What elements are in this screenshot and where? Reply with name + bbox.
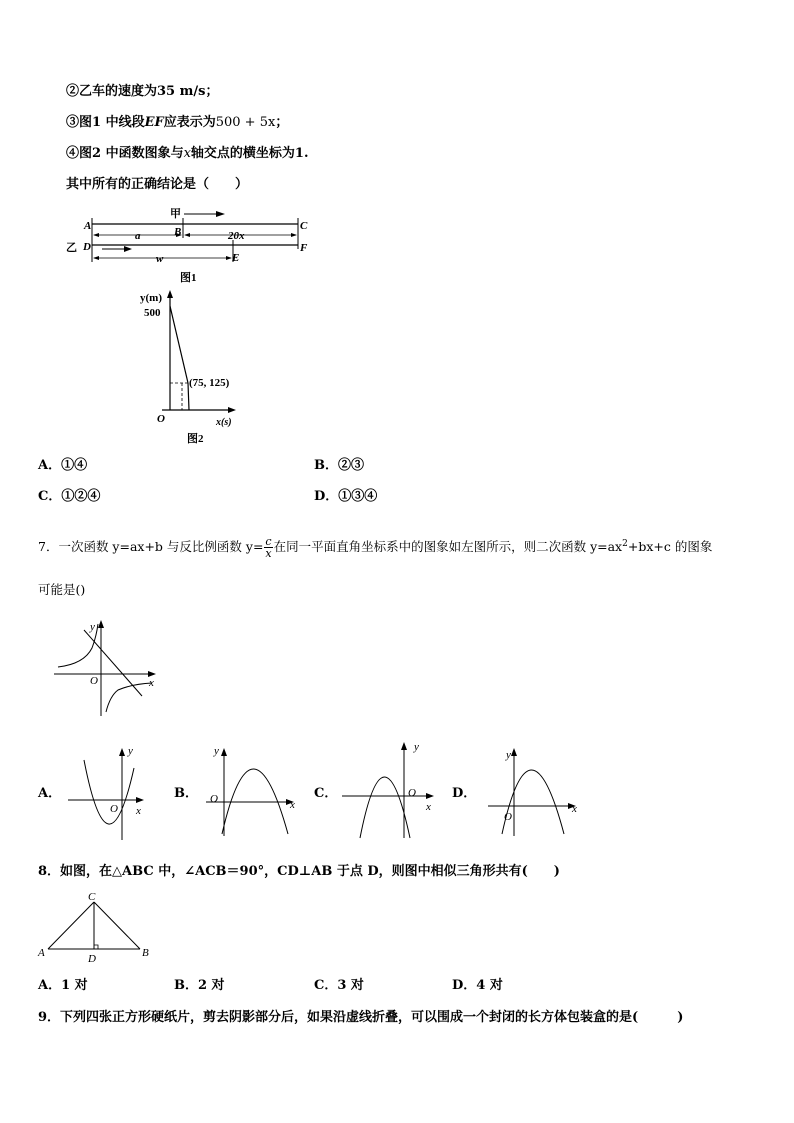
q6-option-b[interactable]: B．②③ bbox=[314, 458, 364, 473]
figure-1 bbox=[66, 204, 320, 284]
q8-option-d[interactable]: D．4 对 bbox=[452, 978, 503, 993]
fig2-origin: O bbox=[157, 413, 165, 425]
statement-4: ④图2 中函数图象与x轴交点的横坐标为1. bbox=[66, 146, 309, 161]
q8-option-a[interactable]: A．1 对 bbox=[38, 978, 88, 993]
question-9-text: 9．下列四张正方形硬纸片，剪去阴影部分后，如果沿虚线折叠，可以围成一个封闭的长方体包装盒的是( ) bbox=[38, 1010, 684, 1025]
q7-option-b[interactable]: B． bbox=[174, 786, 198, 801]
question-7-line2: 可能是() bbox=[38, 582, 86, 597]
question-8-text: 8．如图，在△ABC 中，∠ACB＝90°，CD⊥AB 于点 D，则图中相似三角形共有( ) bbox=[38, 864, 560, 879]
fig1-seg-a: a bbox=[135, 230, 141, 242]
q7-origin: O bbox=[90, 675, 98, 687]
statement-3: ③图1 中线段EF应表示为500 + 5x； bbox=[66, 115, 289, 130]
fig2-x-label: x(s) bbox=[216, 417, 232, 428]
q8-label-c: C bbox=[88, 891, 96, 903]
q7-axis-x: x bbox=[149, 677, 154, 689]
question-7-text: 7．一次函数 y=ax+b 与反比例函数 y= $\frac{c}{x}$ 在同一平面直角坐标系中的图象如左图所示，则二次函数 $y=ax^2+bx+c$ 的图象 bbox=[38, 535, 713, 560]
q6-option-c[interactable]: C．①②④ bbox=[38, 489, 101, 504]
q7-option-a[interactable]: A． bbox=[38, 786, 62, 801]
q8-triangle-figure bbox=[36, 892, 160, 966]
fig2-y-value: 500 bbox=[144, 307, 161, 319]
question-6-prompt: 其中所有的正确结论是（ ） bbox=[66, 177, 249, 192]
fig1-caption: 图1 bbox=[180, 272, 197, 284]
q8-option-b[interactable]: B．2 对 bbox=[174, 978, 225, 993]
fig1-label-b: B bbox=[174, 226, 182, 238]
q7-axis-y: y bbox=[90, 621, 95, 633]
q6-option-d[interactable]: D．①③④ bbox=[314, 489, 378, 504]
fig1-yi: 乙 bbox=[66, 242, 77, 254]
fig2-y-label: y(m) bbox=[140, 292, 162, 304]
fig1-label-d: D bbox=[83, 241, 91, 253]
fig1-seg-w: w bbox=[156, 253, 164, 265]
q7c-axis-y: y bbox=[414, 741, 419, 753]
q6-option-a[interactable]: A．①④ bbox=[38, 458, 88, 473]
q7a-origin: O bbox=[110, 803, 118, 815]
q7b-axis-x: x bbox=[290, 799, 295, 811]
statement-2: ②乙车的速度为35 m/s； bbox=[66, 84, 219, 99]
fig1-label-c: C bbox=[300, 220, 308, 232]
q7-option-b-graph bbox=[204, 744, 304, 844]
q7a-axis-x: x bbox=[136, 805, 141, 817]
q7d-axis-y: y bbox=[506, 749, 511, 761]
fig1-label-e: E bbox=[232, 252, 240, 264]
q8-label-b: B bbox=[142, 947, 149, 959]
figure-2 bbox=[140, 286, 250, 445]
fig2-caption: 图2 bbox=[187, 433, 204, 445]
q7-option-c-graph bbox=[340, 738, 440, 842]
q8-label-a: A bbox=[38, 947, 45, 959]
q7b-origin: O bbox=[210, 793, 218, 805]
fig1-label-f: F bbox=[300, 242, 308, 254]
fraction-c-over-x: $\frac{c}{x}$ bbox=[265, 535, 272, 560]
q8-option-c[interactable]: C．3 对 bbox=[314, 978, 364, 993]
q7c-axis-x: x bbox=[426, 801, 431, 813]
q7-option-c[interactable]: C． bbox=[314, 786, 338, 801]
fig1-label-a: A bbox=[84, 220, 92, 232]
q7d-origin: O bbox=[504, 811, 512, 823]
q8-label-d: D bbox=[88, 953, 96, 965]
q7-option-a-graph bbox=[66, 744, 156, 844]
fig1-jia: 甲 bbox=[170, 208, 181, 220]
fig1-seg-20x: 20x bbox=[228, 230, 245, 242]
q7d-axis-x: x bbox=[572, 803, 577, 815]
q7c-origin: O bbox=[408, 787, 416, 799]
q7-main-graph bbox=[54, 618, 164, 718]
q7-option-d-graph bbox=[486, 746, 586, 838]
q7-option-d[interactable]: D． bbox=[452, 786, 477, 801]
q7b-axis-y: y bbox=[214, 745, 219, 757]
fig2-point: (75, 125) bbox=[189, 377, 230, 389]
q7a-axis-y: y bbox=[128, 745, 133, 757]
